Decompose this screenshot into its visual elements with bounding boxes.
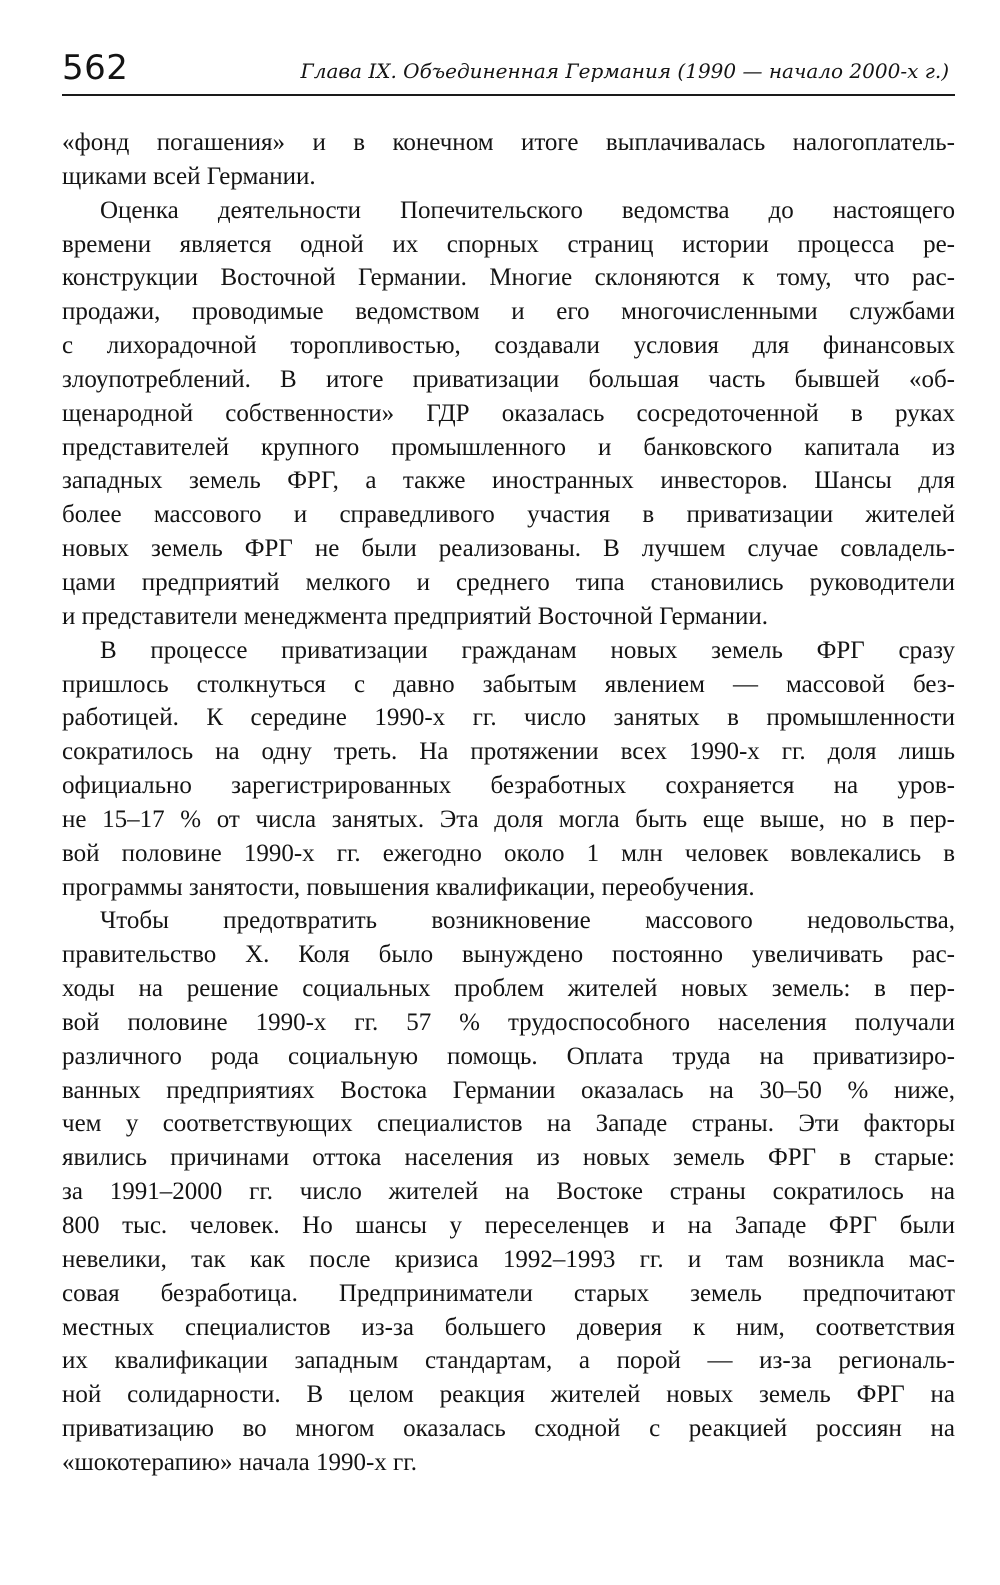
paragraph <box>62 904 955 1479</box>
paragraph <box>62 126 955 194</box>
text-line: их квалификации западным стандартам, а порой — из-за региональ- <box>62 1347 955 1375</box>
text-line: ной солидарности. В целом реакция жителей новых земель ФРГ на <box>62 1381 955 1409</box>
paragraph <box>62 634 955 905</box>
text-line: правительство Х. Коля было вынуждено постоянно увеличивать рас- <box>62 941 955 969</box>
text-line: сократилось на одну треть. На протяжении всех 1990-х гг. доля лишь <box>62 738 955 766</box>
text-line: новых земель ФРГ не были реализованы. В лучшем случае совладель- <box>62 535 955 563</box>
text-line: местных специалистов из-за большего доверия к ним, соответствия <box>62 1313 955 1341</box>
text-line: конструкции Восточной Германии. Многие склоняются к тому, что рас- <box>62 264 955 292</box>
text-line: В процессе приватизации гражданам новых земель ФРГ сразу <box>100 636 955 664</box>
text-line: более массового и справедливого участия в приватизации жителей <box>62 501 955 529</box>
text-line: совая безработица. Предприниматели старых земель предпочитают <box>62 1279 955 1307</box>
text-line: и представители менеджмента предприятий Восточной Германии. <box>62 602 769 630</box>
text-line: не 15–17 % от числа занятых. Эта доля могла быть еще выше, но в пер- <box>62 805 955 833</box>
page-number: 562 <box>62 48 129 88</box>
text-line: чем у соответствующих специалистов на Западе страны. Эти факторы <box>62 1110 955 1138</box>
text-line: ванных предприятиях Востока Германии оказалась на 30–50 % ниже, <box>62 1076 955 1104</box>
text-line: 800 тыс. человек. Но шансы у переселенцев и на Западе ФРГ были <box>62 1212 955 1239</box>
text-line: работицей. К середине 1990-х гг. число занятых в промышленности <box>62 704 955 732</box>
text-line: явились причинами оттока населения из новых земель ФРГ в старые: <box>62 1144 955 1172</box>
text-line: вой половине 1990-х гг. ежегодно около 1 млн человек вовлекались в <box>62 839 955 867</box>
running-head: Глава IX. Объединенная Германия (1990 — начало 2000-х г.) <box>300 59 949 83</box>
text-line: официально зарегистрированных безработных сохраняется на уров- <box>62 772 955 800</box>
text-line: продажи, проводимые ведомством и его многочисленными службами <box>62 298 955 326</box>
text-line: злоупотреблений. В итоге приватизации большая часть бывшей «об- <box>62 365 955 393</box>
text-line: «фонд погашения» и в конечном итоге выплачивалась налогоплатель- <box>62 129 955 156</box>
text-line: различного рода социальную помощь. Оплата труда на приватизиро- <box>62 1042 955 1070</box>
text-line: представителей крупного промышленного и банковского капитала из <box>62 433 955 461</box>
paragraph <box>62 194 955 634</box>
text-line: Оценка деятельности Попечительского ведомства до настоящего <box>100 196 955 224</box>
text-line: пришлось столкнуться с давно забытым явлением — массовой без- <box>62 670 955 698</box>
page-header <box>62 44 955 96</box>
text-line: приватизацию во многом оказалась сходной с реакцией россиян на <box>62 1415 955 1443</box>
text-line: щиками всей Германии. <box>62 162 316 190</box>
text-line: щенародной собственности» ГДР оказалась сосредоточенной в руках <box>62 399 955 427</box>
text-line: программы занятости, повышения квалификации, переобучения. <box>62 873 755 901</box>
body-text <box>62 126 955 1480</box>
text-line: западных земель ФРГ, а также иностранных инвесторов. Шансы для <box>62 467 955 495</box>
text-line: «шокотерапию» начала 1990-х гг. <box>62 1448 417 1476</box>
text-line: цами предприятий мелкого и среднего типа становились руководители <box>62 568 955 596</box>
text-line: за 1991–2000 гг. число жителей на Востоке страны сократилось на <box>62 1178 955 1206</box>
text-line: невелики, так как после кризиса 1992–1993 гг. и там возникла мас- <box>62 1245 955 1273</box>
text-line: с лихорадочной торопливостью, создавали условия для финансовых <box>62 332 955 360</box>
text-line: вой половине 1990-х гг. 57 % трудоспособного населения получали <box>62 1008 955 1036</box>
text-line: ходы на решение социальных проблем жителей новых земель: в пер- <box>62 975 955 1003</box>
text-line: времени является одной их спорных страниц истории процесса ре- <box>62 230 955 258</box>
text-line: Чтобы предотвратить возникновение массового недовольства, <box>100 907 955 935</box>
